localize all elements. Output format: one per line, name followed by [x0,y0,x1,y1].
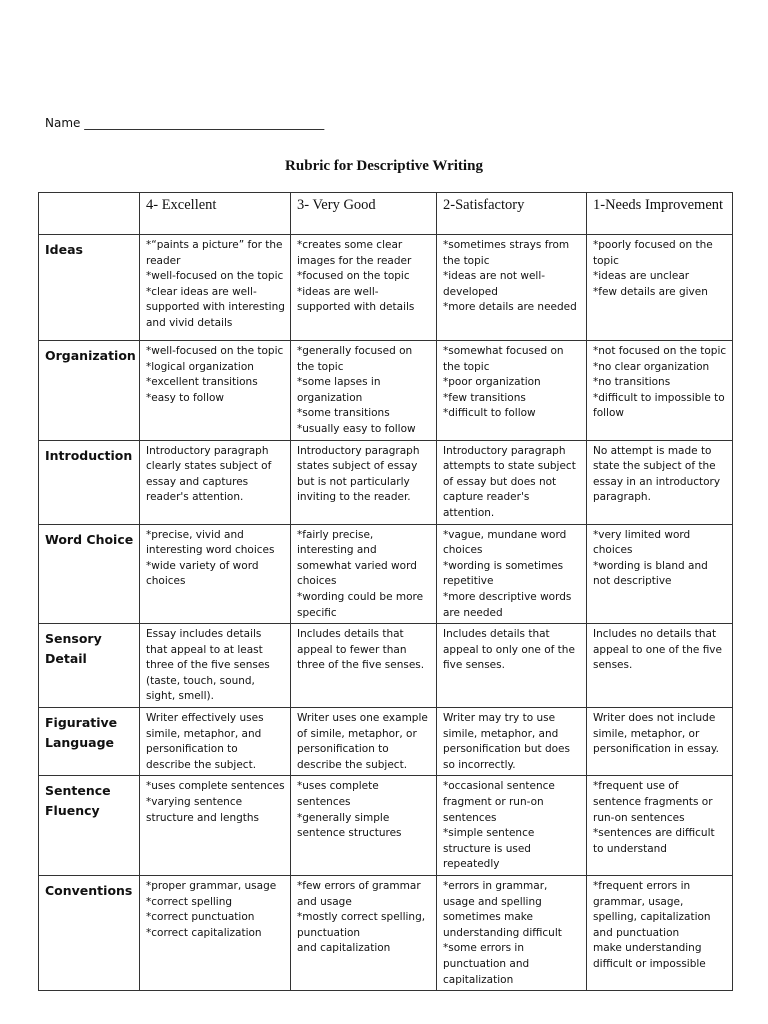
cell-satisfactory: Writer may try to use simile, metaphor, and personification but does so incorrectly. [437,708,587,776]
rubric-row-introduction [39,440,733,524]
name-field-label: Name ________________________________________ [45,116,325,130]
rubric-table [38,192,733,991]
page-title: Rubric for Descriptive Writing [285,158,483,174]
cell-excellent: *uses complete sentences *varying sentence structure and lengths [140,776,291,876]
header-satisfactory: 2-Satisfactory [437,193,587,235]
cell-satisfactory: Includes details that appeal to only one of the five senses. [437,624,587,708]
cell-satisfactory: *errors in grammar, usage and spelling sometimes make understanding difficult *some errors in punctuation and capitalization [437,876,587,991]
criterion-label: Conventions [39,876,140,991]
cell-needs-improvement: *frequent errors in grammar, usage, spelling, capitalization and punctuation make understanding difficult or impossible [587,876,733,991]
cell-satisfactory: Introductory paragraph attempts to state subject of essay but does not capture reader's attention. [437,440,587,524]
cell-excellent: *“paints a picture” for the reader *well-focused on the topic *clear ideas are well-supported with interesting and vivid details [140,235,291,341]
rubric-row-sentence-fluency [39,776,733,876]
header-excellent: 4- Excellent [140,193,291,235]
cell-excellent: *well-focused on the topic *logical organization *excellent transitions *easy to follow [140,341,291,441]
cell-very-good: *fairly precise, interesting and somewhat varied word choices *wording could be more specific [291,524,437,624]
cell-very-good: Includes details that appeal to fewer than three of the five senses. [291,624,437,708]
rubric-row-conventions [39,876,733,991]
cell-very-good: *creates some clear images for the reader *focused on the topic *ideas are well-supported with details [291,235,437,341]
cell-very-good: *few errors of grammar and usage *mostly correct spelling, punctuation and capitalization [291,876,437,991]
cell-needs-improvement: *frequent use of sentence fragments or run-on sentences *sentences are difficult to understand [587,776,733,876]
rubric-row-word-choice [39,524,733,624]
criterion-label: Ideas [39,235,140,341]
cell-excellent: Writer effectively uses simile, metaphor, and personification to describe the subject. [140,708,291,776]
cell-needs-improvement: *not focused on the topic *no clear organization *no transitions *difficult to impossible to follow [587,341,733,441]
cell-needs-improvement: *very limited word choices *wording is bland and not descriptive [587,524,733,624]
criterion-label: Sentence Fluency [39,776,140,876]
criterion-label: Introduction [39,440,140,524]
cell-very-good: Writer uses one example of simile, metaphor, or personification to describe the subject. [291,708,437,776]
rubric-row-sensory-detail [39,624,733,708]
cell-satisfactory: *occasional sentence fragment or run-on sentences *simple sentence structure is used repeatedly [437,776,587,876]
cell-very-good: *generally focused on the topic *some lapses in organization *some transitions *usually easy to follow [291,341,437,441]
cell-satisfactory: *vague, mundane word choices *wording is sometimes repetitive *more descriptive words are needed [437,524,587,624]
cell-needs-improvement: Includes no details that appeal to one of the five senses. [587,624,733,708]
cell-very-good: Introductory paragraph states subject of essay but is not particularly inviting to the reader. [291,440,437,524]
header-needs-improvement: 1-Needs Improvement [587,193,733,235]
cell-excellent: *proper grammar, usage *correct spelling *correct punctuation *correct capitalization [140,876,291,991]
cell-very-good: *uses complete sentences *generally simple sentence structures [291,776,437,876]
header-corner-cell [39,193,140,235]
rubric-row-ideas [39,235,733,341]
header-row [39,193,733,235]
cell-satisfactory: *sometimes strays from the topic *ideas are not well-developed *more details are needed [437,235,587,341]
cell-needs-improvement: Writer does not include simile, metaphor, or personification in essay. [587,708,733,776]
cell-excellent: Essay includes details that appeal to at least three of the five senses (taste, touch, sound, sight, smell). [140,624,291,708]
criterion-label: Figurative Language [39,708,140,776]
header-very-good: 3- Very Good [291,193,437,235]
criterion-label: Word Choice [39,524,140,624]
rubric-row-organization [39,341,733,441]
criterion-label: Organization [39,341,140,441]
rubric-row-figurative-language [39,708,733,776]
cell-satisfactory: *somewhat focused on the topic *poor organization *few transitions *difficult to follow [437,341,587,441]
cell-excellent: Introductory paragraph clearly states subject of essay and captures reader's attention. [140,440,291,524]
cell-excellent: *precise, vivid and interesting word choices *wide variety of word choices [140,524,291,624]
cell-needs-improvement: *poorly focused on the topic *ideas are unclear *few details are given [587,235,733,341]
criterion-label: Sensory Detail [39,624,140,708]
cell-needs-improvement: No attempt is made to state the subject of the essay in an introductory paragraph. [587,440,733,524]
